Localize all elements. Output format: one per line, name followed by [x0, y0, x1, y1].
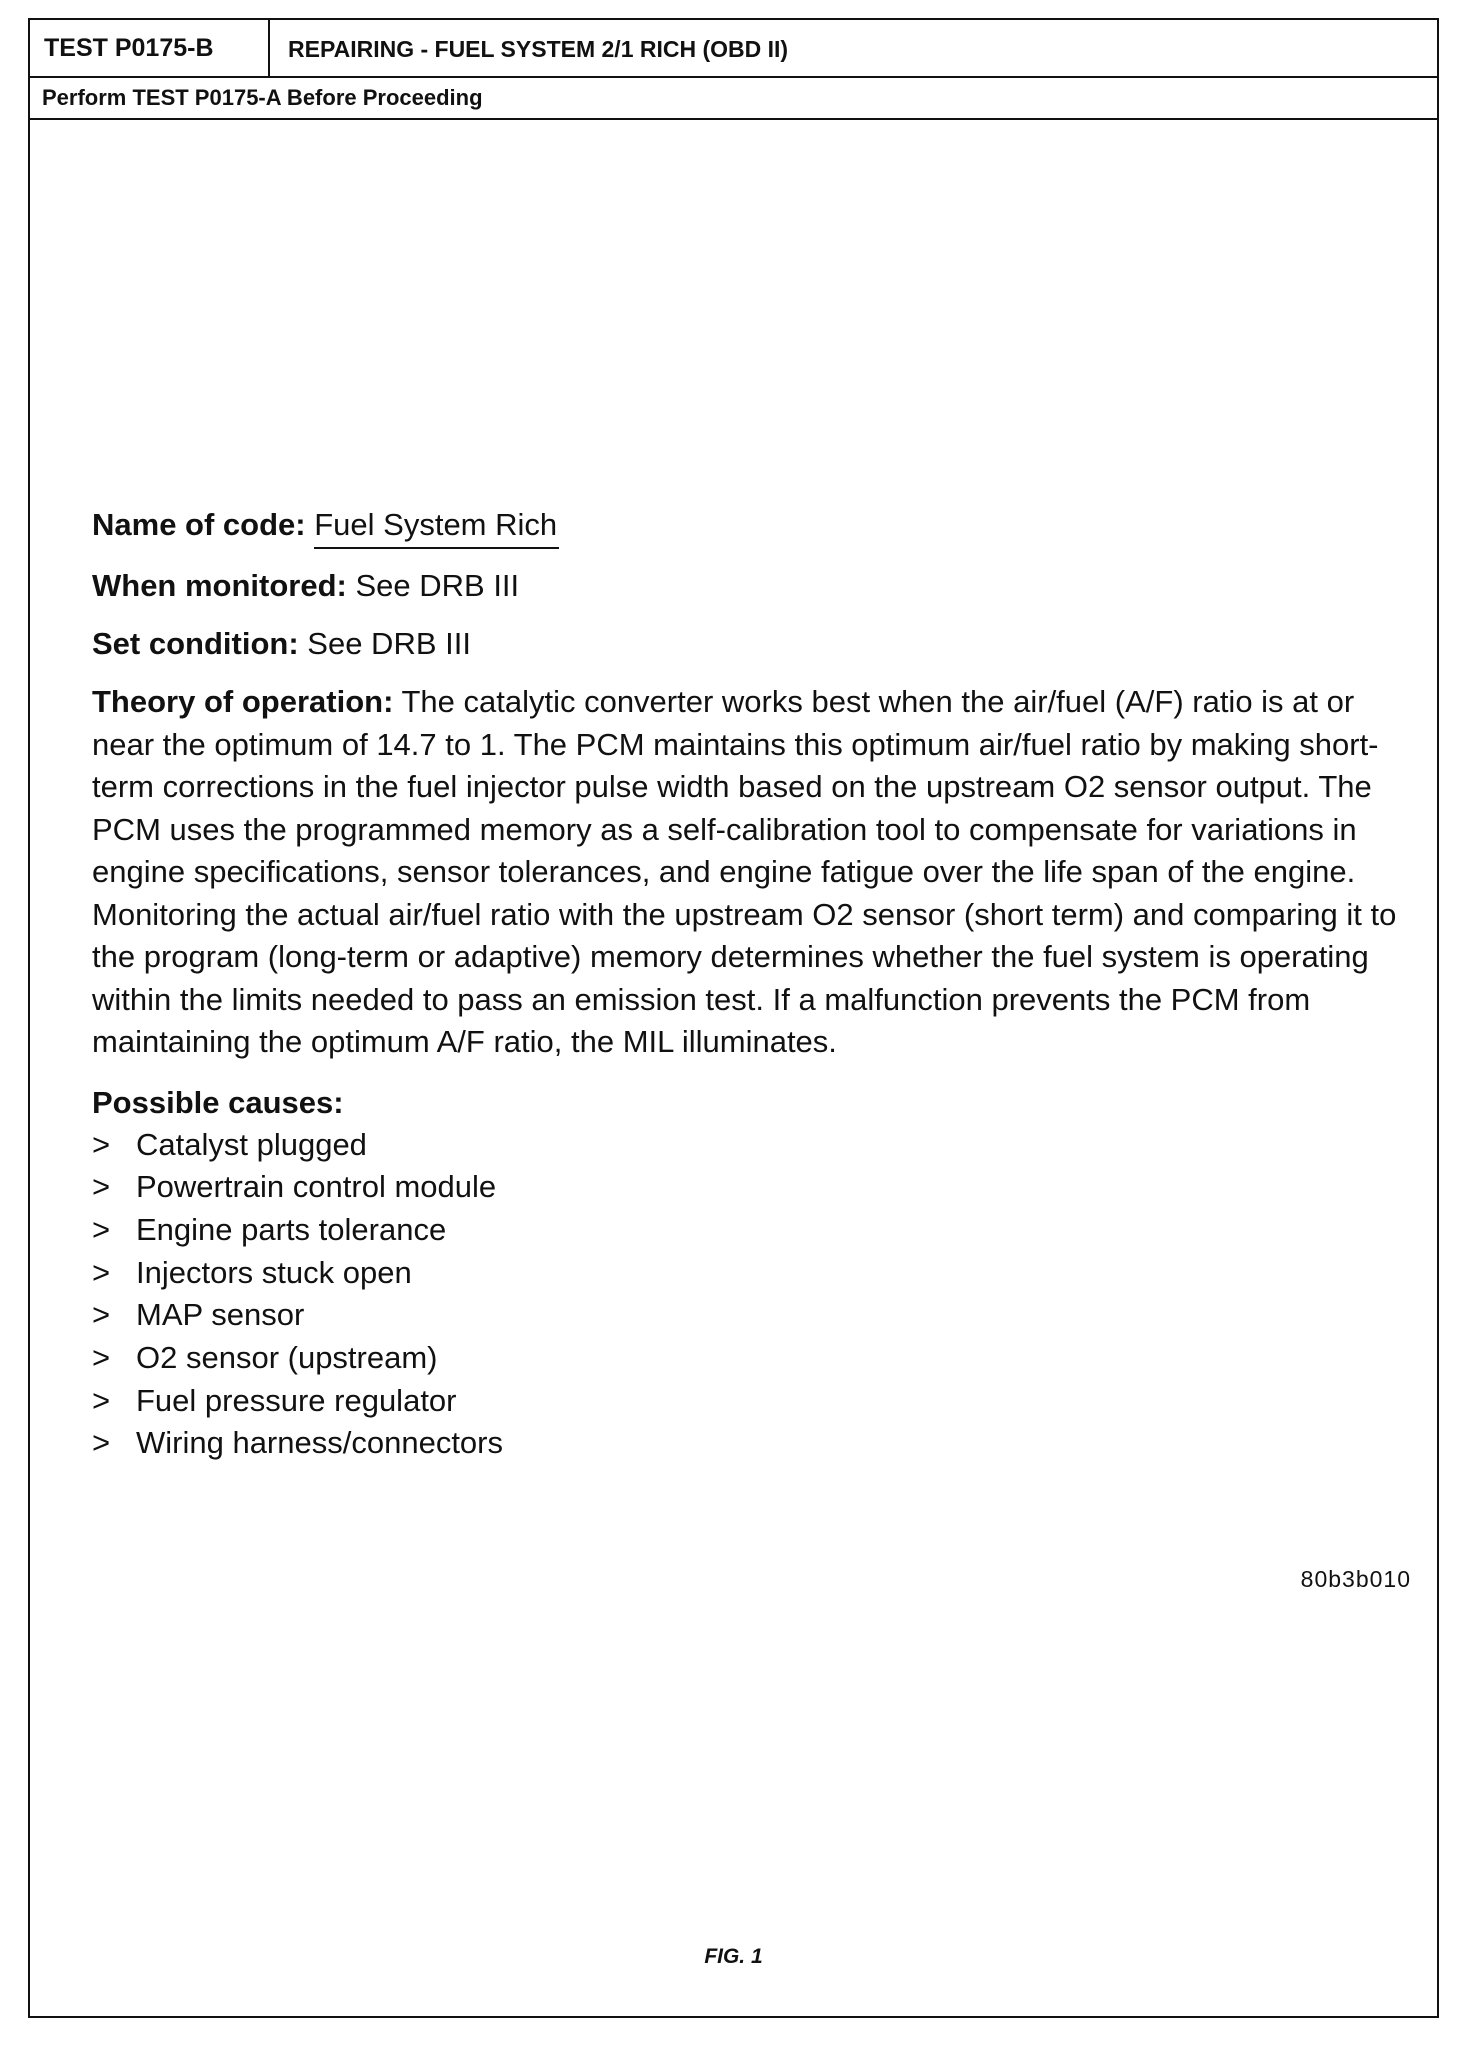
bullet-arrow-icon: > [92, 1339, 111, 1375]
cause-item: > Powertrain control module [92, 1166, 1412, 1209]
bullet-arrow-icon: > [92, 1211, 111, 1247]
set-condition-value: See DRB III [307, 626, 471, 661]
cause-item: > Engine parts tolerance [92, 1209, 1412, 1252]
theory-of-operation [92, 681, 1412, 1064]
set-condition-field [92, 623, 1412, 665]
bullet-arrow-icon: > [92, 1169, 111, 1205]
when-monitored-value: See DRB III [355, 568, 520, 603]
code-name-label: Name of code: [92, 507, 306, 542]
prerequisite-note: Perform TEST P0175-A Before Proceeding [30, 78, 1437, 120]
cause-item: > Injectors stuck open [92, 1252, 1412, 1295]
cause-item: > Wiring harness/connectors [92, 1422, 1412, 1465]
code-name-value: Fuel System Rich [314, 505, 559, 549]
when-monitored-label: When monitored: [92, 568, 347, 603]
theory-label: Theory of operation: [92, 684, 394, 719]
bullet-arrow-icon: > [92, 1126, 111, 1162]
figure-caption: FIG. 1 [704, 1945, 763, 1968]
bullet-arrow-icon: > [92, 1254, 111, 1290]
cause-item: > Catalyst plugged [92, 1124, 1412, 1167]
reference-code: 80b3b010 [1300, 1566, 1411, 1592]
set-condition-label: Set condition: [92, 626, 299, 661]
figure-frame [28, 18, 1439, 2018]
bullet-arrow-icon: > [92, 1425, 111, 1461]
cause-item: > MAP sensor [92, 1294, 1412, 1337]
header-row [30, 20, 1437, 78]
cause-item: > Fuel pressure regulator [92, 1380, 1412, 1423]
test-title: REPAIRING - FUEL SYSTEM 2/1 RICH (OBD II) [288, 36, 789, 62]
theory-text: The catalytic converter works best when the air/fuel (A/F) ratio is at or near the optimum of 14.7 to 1. The PCM maintains this optimum air/fuel ratio by making short-term corrections in the fuel injector pulse width based on the upstream O2 sensor output. The PCM uses the programmed memory as a self-calibration tool to compensate for variations in engine specifications, sensor tolerances, and engine fatigue over the life span of the engine. Monitoring the actual air/fuel ratio with the upstream O2 sensor (short term) and comparing it to the program (long-term or adaptive) memory determines whether the fuel system is operating within the limits needed to pass an emission test. If a malfunction prevents the PCM from maintaining the optimum A/F ratio, the MIL illuminates. [92, 684, 1397, 1059]
possible-causes-list [92, 1124, 1412, 1466]
cause-item: > O2 sensor (upstream) [92, 1337, 1412, 1380]
test-id-cell: TEST P0175-B [30, 20, 270, 76]
bullet-arrow-icon: > [92, 1297, 111, 1333]
when-monitored-field [92, 565, 1412, 607]
code-name-field [92, 504, 1412, 549]
possible-causes-heading: Possible causes: [92, 1084, 344, 1120]
bullet-arrow-icon: > [92, 1382, 111, 1418]
code-description [92, 504, 1412, 1465]
